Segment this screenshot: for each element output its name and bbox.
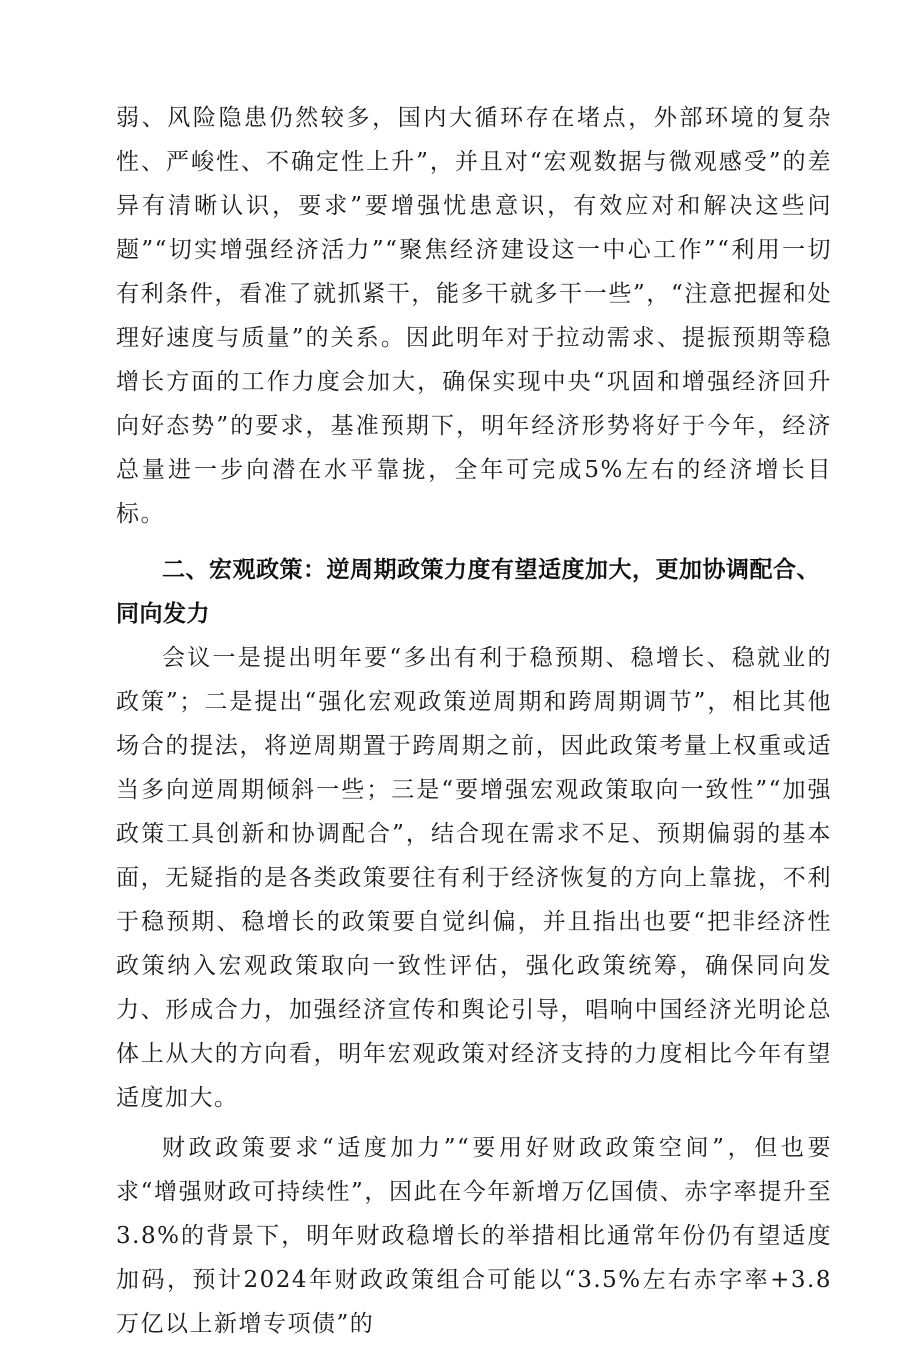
paragraph-continuation: 弱、风险隐患仍然较多，国内大循环存在堵点，外部环境的复杂性、严峻性、不确定性上升”，并且对“宏观数据与微观感受”的差异有清晰认识，要求”要增强忧患意识，有效应对和解决这些问题”“切实增强经济活力”“聚焦经济建设这一中心工作”“利用一切有利条件，看准了就抓紧干，能多干就多干一些”，“注意把握和处理好速度与质量”的关系。因此明年对于拉动需求、提振预期等稳增长方面的工作力度会加大，确保实现中央“巩固和增强经济回升向好态势”的要求，基准预期下，明年经济形势将好于今年，经济总量进一步向潜在水平靠拢，全年可完成5%左右的经济增长目标。 — [116, 105, 832, 527]
paragraph-meeting-policy: 会议一是提出明年要“多出有利于稳预期、稳增长、稳就业的政策”；二是提出“强化宏观政策逆周期和跨周期调节”，相比其他场合的提法，将逆周期置于跨周期之前，因此政策考量上权重或适当多向逆周期倾斜一些；三是“要增强宏观政策取向一致性”“加强政策工具创新和协调配合”，结合现在需求不足、预期偏弱的基本面，无疑指的是各类政策要往有利于经济恢复的方向上靠拢，不利于稳预期、稳增长的政策要自觉纠偏，并且指出也要“把非经济性政策纳入宏观政策取向一致性评估，强化政策统筹，确保同向发力、形成合力，加强经济宣传和舆论引导，唱响中国经济光明论总体上从大的方向看，明年宏观政策对经济支持的力度相比今年有望适度加大。 — [116, 645, 832, 1111]
paragraph-fiscal-policy: 财政政策要求“适度加力”“要用好财政政策空间”，但也要求“增强财政可持续性”，因此在今年新增万亿国债、赤字率提升至3.8%的背景下，明年财政稳增长的举措相比通常年份仍有望适度加码，预计2024年财政政策组合可能以“3.5%左右赤字率+3.8万亿以上新增专项债”的 — [116, 1135, 832, 1337]
section-heading: 二、宏观政策：逆周期政策力度有望适度加大，更加协调配合、同向发力 — [116, 557, 820, 627]
